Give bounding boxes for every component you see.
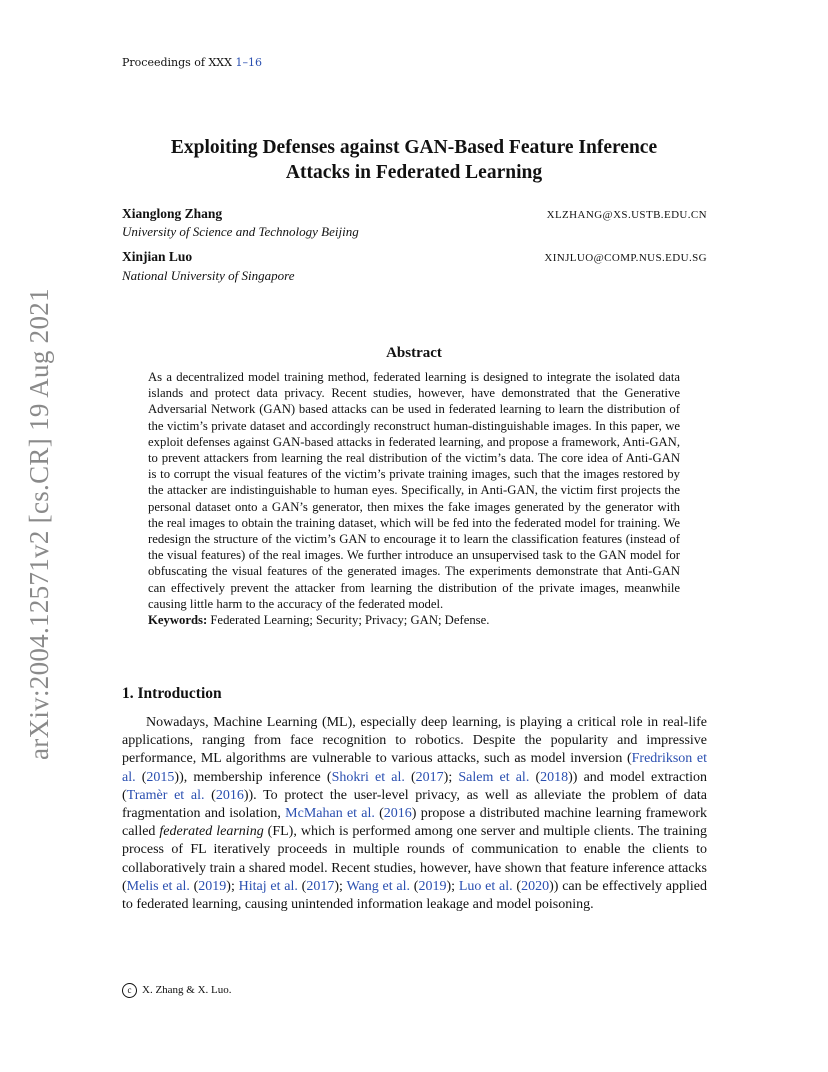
intro-text: ( — [512, 878, 522, 894]
intro-text: ); — [443, 769, 459, 785]
citation-link[interactable]: Hitaj et al. — [238, 878, 298, 894]
intro-text: ( — [204, 787, 216, 803]
section-heading-introduction: 1. Introduction — [122, 685, 222, 702]
citation-link[interactable]: Tramèr et al. — [126, 787, 205, 803]
emphasis-term: federated learning — [159, 824, 264, 840]
author-email-1: XLZHANG@XS.USTB.EDU.CN — [546, 209, 707, 221]
intro-text: ( — [135, 769, 147, 785]
author-affiliation-2: National University of Singapore — [122, 268, 295, 283]
paper-title — [0, 135, 828, 185]
citation-link[interactable]: Fredrikson et al. — [122, 751, 707, 785]
intro-text: ); — [446, 878, 459, 894]
intro-text: )) and model extraction ( — [122, 769, 708, 803]
citation-year-link[interactable]: 2020 — [521, 878, 550, 894]
intro-text: )), membership inference ( — [174, 769, 332, 785]
intro-text: ( — [189, 878, 199, 894]
citation-link[interactable]: Shokri et al. — [331, 769, 405, 785]
title-line-2: Attacks in Federated Learning — [285, 162, 543, 183]
abstract-heading: Abstract — [386, 345, 442, 361]
intro-text: ( — [404, 769, 416, 785]
intro-text: )) can be effectively applied to federated learning, causing unintended information leakage and model poisoning. — [122, 878, 707, 913]
intro-text: Nowadays, Machine Learning (ML), especially deep learning, is playing a critical role in real-life applications, ranging from face recognition to robotics. Despite the popularity and impressive performance, ML algorithms are vulnerable to various attacks, such as model inversion ( — [122, 715, 707, 767]
author-affiliation-1: University of Science and Technology Beijing — [122, 224, 359, 239]
keywords-label: Keywords: — [148, 613, 208, 628]
intro-text: ( — [529, 769, 541, 785]
intro-text: ); — [334, 878, 347, 894]
intro-text: ); — [226, 878, 239, 894]
citation-year-link[interactable]: 2016 — [383, 806, 412, 822]
citation-year-link[interactable]: 2017 — [415, 769, 444, 785]
intro-paragraph — [122, 714, 707, 914]
citation-link[interactable]: Wang et al. — [346, 878, 411, 894]
author-name-1: Xianglong Zhang — [122, 206, 223, 221]
intro-text: ( — [374, 806, 384, 822]
citation-link[interactable]: Salem et al. — [458, 769, 530, 785]
author-email-2: XINJLUO@COMP.NUS.EDU.SG — [544, 252, 707, 264]
page-range-link[interactable]: 1–16 — [235, 56, 262, 69]
citation-year-link[interactable]: 2019 — [418, 878, 447, 894]
citation-year-link[interactable]: 2018 — [540, 769, 569, 785]
citation-link[interactable]: Luo et al. — [458, 878, 513, 894]
citation-year-link[interactable]: 2016 — [215, 787, 244, 803]
arxiv-sidebar-id[interactable]: arXiv:2004.12571v2 [cs.CR] 19 Aug 2021 — [24, 288, 54, 760]
running-header — [122, 56, 262, 69]
copyright-icon: c — [122, 983, 137, 998]
proceedings-text: Proceedings of XXX — [122, 56, 236, 69]
abstract-body — [148, 369, 680, 628]
title-line-1: Exploiting Defenses against GAN-Based Feature Inference — [170, 137, 658, 158]
copyright-text: X. Zhang & X. Luo. — [142, 984, 232, 997]
footer-copyright — [122, 983, 232, 998]
citation-link[interactable]: McMahan et al. — [285, 806, 375, 822]
intro-text: ) propose a distributed machine learning framework called — [122, 806, 707, 840]
citation-year-link[interactable]: 2019 — [198, 878, 227, 894]
abstract-text: As a decentralized model training method, federated learning is designed to integrate the isolated data islands and protect data privacy. Recent studies, however, have demonstrated that the Generative Adversarial Network (GAN) based attacks can be used in federated learning to learn the distribution of the victim’s private dataset and accordingly reconstruct human-distinguishable images. In this paper, we exploit defenses against GAN-based attacks in federated learning, and propose a framework, Anti-GAN, to prevent attackers from learning the real distribution of the victim’s data. The core idea of Anti-GAN is to corrupt the visual features of the victim’s private training images, such that the images restored by the attacker are indistinguishable to human eyes. Specifically, in Anti-GAN, the victim first projects the personal dataset onto a GAN’s generator, then mixes the fake images generated by the generator with the real images to obtain the training dataset, which will be fed into the federated model for training. We redesign the structure of the victim’s GAN to encourage it to learn the classification features (instead of the visual features) of the real images. We further introduce an unsupervised task to the GAN model for obfuscating the visual features of the generated images. The experiments demonstrate that Anti-GAN can effectively prevent the attacker from learning the distribution of the private images, meanwhile causing little harm to the accuracy of the federated model. — [148, 370, 680, 611]
citation-year-link[interactable]: 2017 — [306, 878, 335, 894]
intro-text: )). To protect the user-level privacy, as well as alleviate the problem of data fragmentation and isolation, — [122, 787, 707, 822]
keywords-text: Federated Learning; Security; Privacy; GAN; Defense. — [207, 613, 490, 628]
author-name-2: Xinjian Luo — [122, 249, 193, 264]
citation-year-link[interactable]: 2015 — [146, 769, 175, 785]
intro-text: ( — [410, 878, 419, 894]
citation-link[interactable]: Melis et al. — [126, 878, 190, 894]
intro-text: ( — [297, 878, 307, 894]
intro-text: (FL), which is performed among one server and multiple clients. The training process of FL iteratively proceeds in multiple rounds of communication to enable the clients to collaboratively train a shared model. Recent studies, however, have shown that feature inference attacks ( — [122, 824, 708, 894]
